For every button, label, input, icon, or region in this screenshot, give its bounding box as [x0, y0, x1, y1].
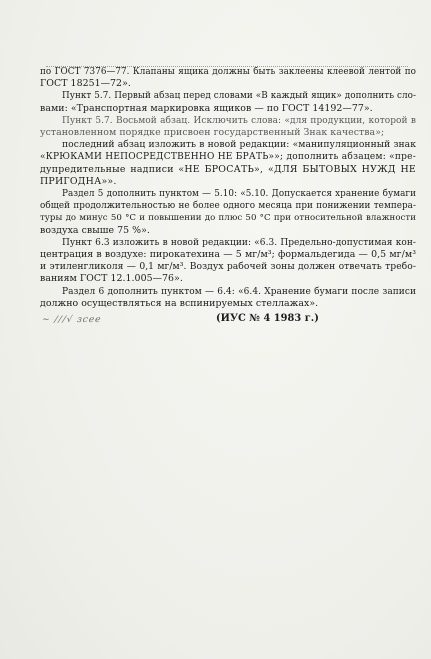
text-line: по ГОСТ 7376—77. Клапаны ящика должны быть заклеены клеевой лентой по — [40, 67, 416, 77]
text-line: Пункт 5.7. Восьмой абзац. Исключить слова: «для продукции, которой в — [62, 115, 416, 126]
text-line: центрация в воздухе: пирокатехина — 5 мг/м³; формальдегида — 0,5 мг/м³ — [40, 249, 416, 261]
text-line: ПРИГОДНА»». — [40, 175, 117, 187]
text-line: Пункт 6.3 изложить в новой редакции: «6.3. Предельно-допустимая кон- — [62, 237, 416, 248]
ius-footer — [40, 313, 416, 327]
text-line: вами: «Транспортная маркировка ящиков — по ГОСТ 14192—77». — [40, 102, 373, 114]
text-line: Раздел 5 дополнить пунктом — 5.10: «5.10. Допускается хранение бумаги — [62, 189, 416, 200]
text-line: установленном порядке присвоен государственный Знак качества»; — [40, 127, 385, 139]
text-line: последний абзац изложить в новой редакции: «манипуляционный знак — [62, 139, 416, 151]
text-line: ГОСТ 18251—72». — [40, 78, 131, 90]
handwritten-signature: ~ ∕∕∕√ ɜcee — [41, 315, 103, 326]
text-line: туры до минус 50 °С и повышении до плюс 50 °С при относительной влажности — [40, 213, 416, 224]
text-line: воздуха свыше 75 %». — [40, 224, 150, 236]
text-line: ваниям ГОСТ 12.1.005—76». — [40, 273, 183, 285]
text-line: Раздел 6 дополнить пунктом — 6.4: «6.4. Хранение бумаги после записи — [62, 286, 416, 297]
text-line: и этиленгликоля — 0,1 мг/м³. Воздух рабочей зоны должен отвечать требо- — [40, 261, 416, 273]
text-line: общей продолжительностью не более одного месяца при понижении темпера- — [40, 201, 416, 212]
text-line: должно осуществляться на вспинируемых стеллажах». — [40, 297, 319, 309]
document-body — [40, 66, 416, 327]
ius-reference: (ИУС № 4 1983 г.) — [216, 313, 319, 325]
text-line: «КРЮКАМИ НЕПОСРЕДСТВЕННО НЕ БРАТЬ»»; дополнить абзацем: «пре- — [40, 152, 416, 163]
text-line: Пункт 5.7. Первый абзац перед словами «В каждый ящик» дополнить сло- — [62, 91, 416, 102]
text-line: дупредительные надписи «НЕ БРОСАТЬ», «ДЛЯ БЫТОВЫХ НУЖД НЕ — [40, 163, 416, 175]
